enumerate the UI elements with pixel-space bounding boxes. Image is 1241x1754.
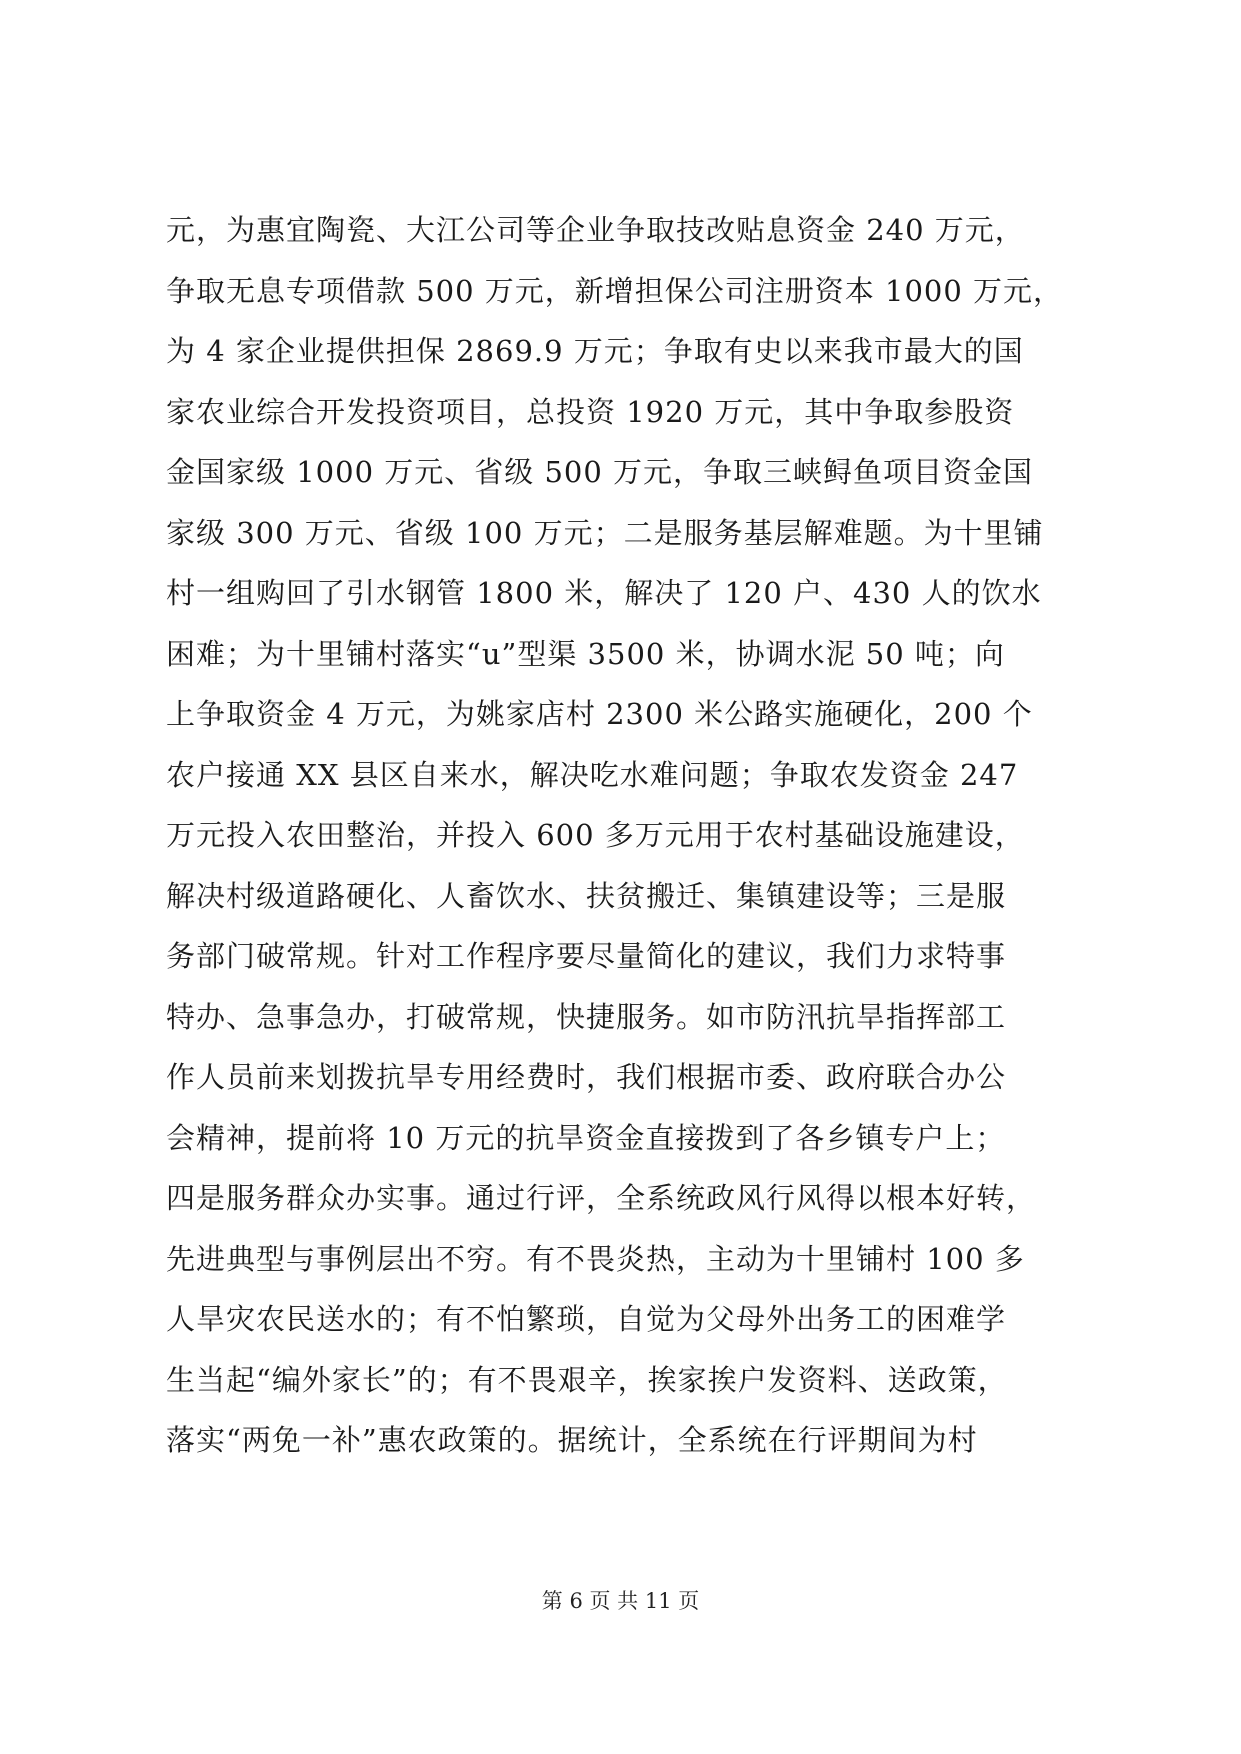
- text-line: 四是服务群众办实事。通过行评，全系统政风行风得以根本好转，: [166, 1181, 1037, 1215]
- text-line: 农户接通 XX 县区自来水，解决吃水难问题；争取农发资金 247: [166, 757, 1019, 792]
- text-line: 上争取资金 4 万元，为姚家店村 2300 米公路实施硬化，200 个: [166, 697, 1033, 731]
- text-line: 元，为惠宜陶瓷、大江公司等企业争取技改贴息资金 240 万元，: [166, 213, 1025, 247]
- text-line: 务部门破常规。针对工作程序要尽量简化的建议，我们力求特事: [166, 939, 1007, 973]
- text-line: 争取无息专项借款 500 万元，新增担保公司注册资本 1000 万元，: [166, 273, 1064, 308]
- text-line: 作人员前来划拨抗旱专用经费时，我们根据市委、政府联合办公: [166, 1060, 1007, 1094]
- text-line: 为 4 家企业提供担保 2869.9 万元；争取有史以来我市最大的国: [166, 334, 1024, 368]
- text-line: 会精神，提前将 10 万元的抗旱资金直接拨到了各乡镇专户上；: [166, 1120, 1006, 1155]
- text-line: 家级 300 万元、省级 100 万元；二是服务基层解难题。为十里铺: [166, 515, 1044, 550]
- page-footer: 第 6 页 共 11 页: [541, 1589, 700, 1613]
- text-line: 家农业综合开发投资项目，总投资 1920 万元，其中争取参股资: [166, 394, 1015, 429]
- text-line: 特办、急事急办，打破常规，快捷服务。如市防汛抗旱指挥部工: [166, 999, 1007, 1034]
- text-line: 解决村级道路硬化、人畜饮水、扶贫搬迁、集镇建设等；三是服: [166, 878, 1007, 913]
- text-line: 金国家级 1000 万元、省级 500 万元，争取三峡鲟鱼项目资金国: [166, 455, 1034, 489]
- text-line: 困难；为十里铺村落实“u”型渠 3500 米，协调水泥 50 吨；向: [166, 636, 1005, 671]
- text-line: 生当起“编外家长”的；有不畏艰辛，挨家挨户发资料、送政策，: [166, 1362, 1008, 1397]
- text-line: 落实“两免一补”惠农政策的。据统计，全系统在行评期间为村: [166, 1423, 978, 1457]
- text-line: 先进典型与事例层出不穷。有不畏炎热，主动为十里铺村 100 多: [166, 1241, 1025, 1276]
- text-line: 人旱灾农民送水的；有不怕繁琐，自觉为父母外出务工的困难学: [166, 1302, 1007, 1336]
- body-text: [166, 200, 1086, 1471]
- text-line: 万元投入农田整治，并投入 600 多万元用于农村基础设施建设，: [166, 818, 1025, 852]
- text-line: 村一组购回了引水钢管 1800 米，解决了 120 户、430 人的饮水: [166, 576, 1042, 610]
